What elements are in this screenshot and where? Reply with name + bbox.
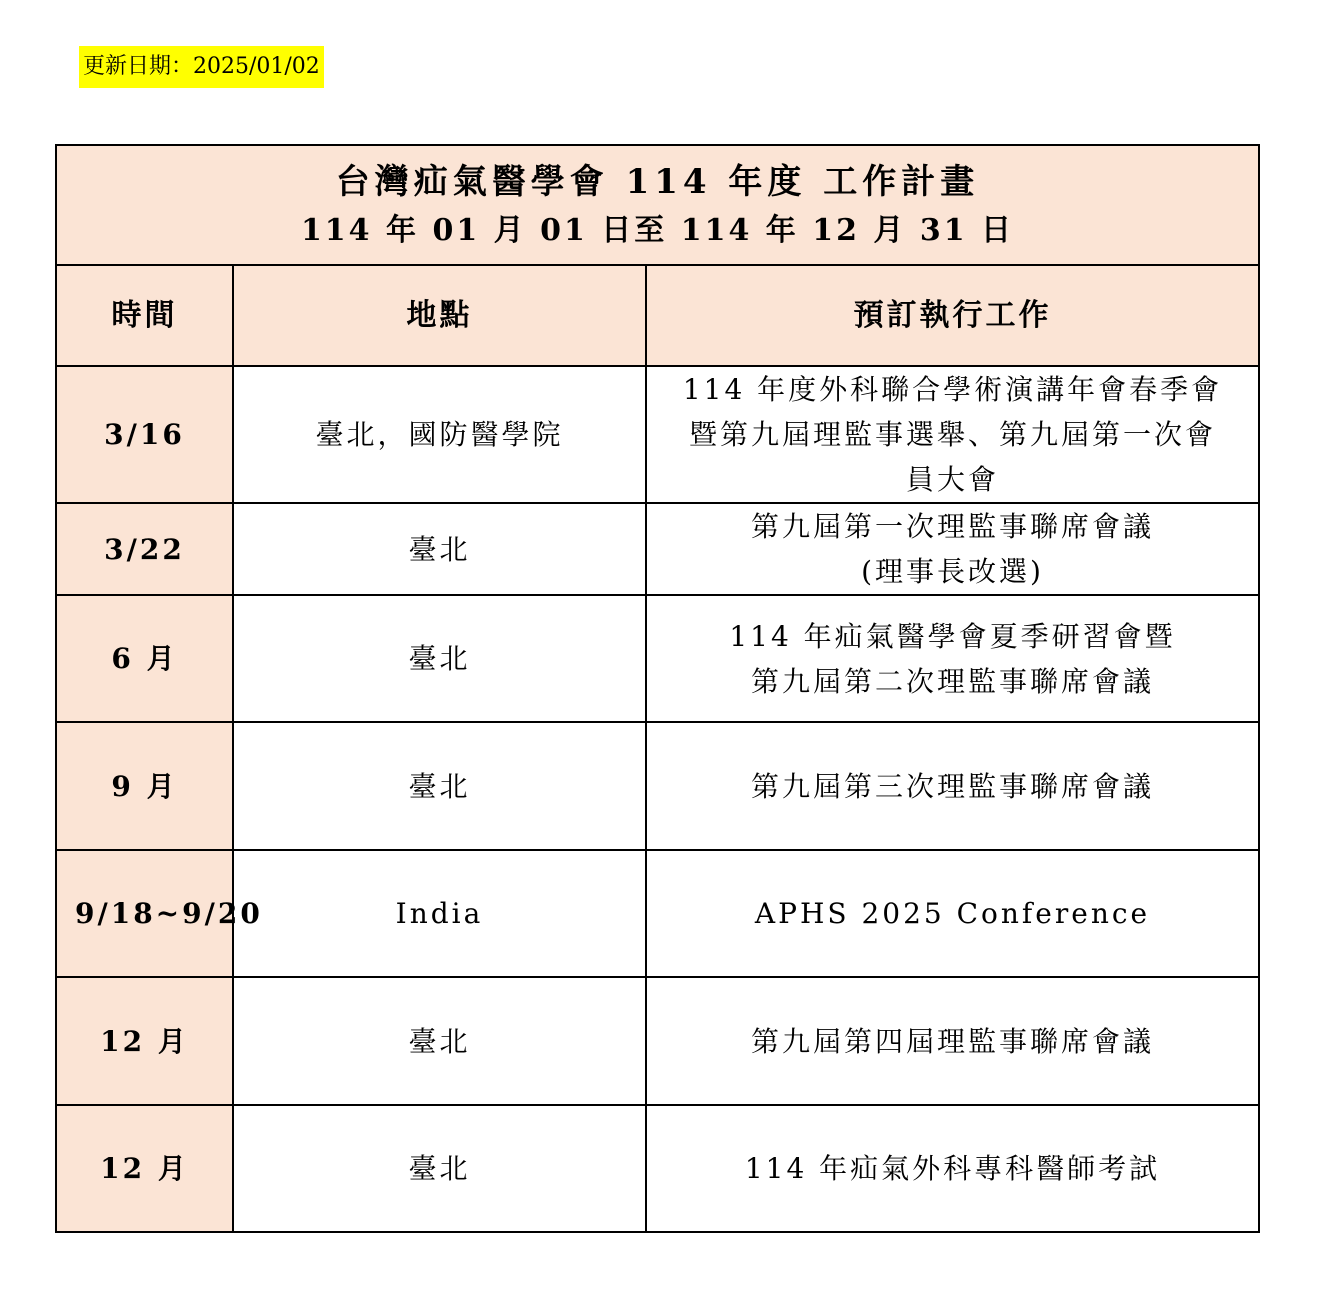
row-location: 臺北: [233, 595, 646, 722]
row-task: [646, 977, 1259, 1105]
row-time: 9/18~9/20: [56, 850, 233, 977]
row-location: 臺北: [233, 1105, 646, 1232]
task-line: 暨第九屆理監事選舉、第九屆第一次會: [688, 418, 1216, 451]
row-time: 3/16: [56, 366, 233, 503]
row-time: 6 月: [56, 595, 233, 722]
table-title-cell: [56, 145, 1259, 265]
row-location: 臺北，國防醫學院: [233, 366, 646, 503]
header-row: [56, 265, 1259, 366]
header-location: 地點: [233, 265, 646, 366]
task-line: 第九屆第三次理監事聯席會議: [750, 769, 1154, 803]
table-row: [56, 595, 1259, 722]
task-line: 第九屆第一次理監事聯席會議: [750, 510, 1154, 543]
header-task: 預訂執行工作: [646, 265, 1259, 366]
row-task: [646, 595, 1259, 722]
table-title: 台灣疝氣醫學會 114 年度 工作計畫: [335, 162, 980, 202]
work-plan-table: [55, 144, 1260, 1233]
row-time: 9 月: [56, 722, 233, 850]
row-location: India: [233, 850, 646, 977]
row-location: 臺北: [233, 977, 646, 1105]
task-line: 114 年度外科聯合學術演講年會春季會: [682, 373, 1223, 406]
row-task: [646, 722, 1259, 850]
task-line: 114 年疝氣外科專科醫師考試: [744, 1152, 1161, 1185]
row-task: [646, 1105, 1259, 1232]
task-line: (理事長改選): [861, 555, 1044, 588]
task-line: 員大會: [905, 463, 999, 496]
table-row: [56, 722, 1259, 850]
row-task: [646, 366, 1259, 503]
table-row: [56, 1105, 1259, 1232]
row-time: 12 月: [56, 1105, 233, 1232]
task-line: 第九屆第四屆理監事聯席會議: [750, 1024, 1154, 1058]
row-time: 12 月: [56, 977, 233, 1105]
table-period: 114 年 01 月 01 日至 114 年 12 月 31 日: [300, 213, 1015, 248]
title-row: [56, 145, 1259, 265]
task-line: 第九屆第二次理監事聯席會議: [750, 664, 1154, 698]
row-task: [646, 503, 1259, 595]
update-date-label: 更新日期：2025/01/02: [79, 46, 324, 88]
table-row: [56, 850, 1259, 977]
header-time: 時間: [56, 265, 233, 366]
task-line: 114 年疝氣醫學會夏季研習會暨: [729, 619, 1176, 653]
table-row: [56, 503, 1259, 595]
table-row: [56, 977, 1259, 1105]
row-task: [646, 850, 1259, 977]
task-line: APHS 2025 Conference: [754, 897, 1151, 930]
table-row: [56, 366, 1259, 503]
row-location: 臺北: [233, 503, 646, 595]
row-time: 3/22: [56, 503, 233, 595]
row-location: 臺北: [233, 722, 646, 850]
